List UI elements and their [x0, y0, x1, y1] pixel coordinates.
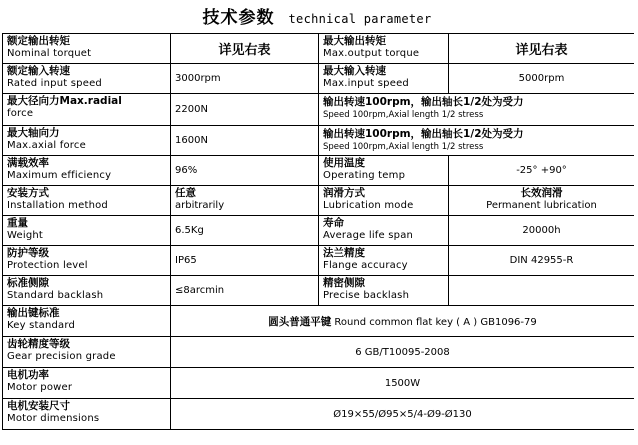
param-value: IP65 [171, 246, 319, 276]
param-note: 输出转速100rpm，输出轴长1/2处为受力 Speed 100rpm,Axial length 1/2 stress [319, 94, 635, 126]
param-label: 电机安装尺寸 Motor dimensions [3, 399, 171, 430]
table-row [3, 399, 635, 430]
title-en: technical parameter [288, 12, 432, 26]
param-label: 输出键标准 Key standard [3, 306, 171, 337]
param-value: 长效润滑 Permanent lubrication [449, 186, 635, 216]
param-value: 6.5Kg [171, 216, 319, 246]
param-value: 20000h [449, 216, 635, 246]
param-value: 5000rpm [449, 64, 635, 94]
table-row [3, 64, 635, 94]
table-row [3, 94, 635, 126]
param-value: 1600N [171, 126, 319, 156]
param-value: 任意 arbitrarily [171, 186, 319, 216]
param-value: ≤8arcmin [171, 276, 319, 306]
param-label: 最大输入转速 Max.input speed [319, 64, 449, 94]
param-label: 额定输入转速 Rated input speed [3, 64, 171, 94]
param-label: 满载效率 Maximum efficiency [3, 156, 171, 186]
title-zh: 技术参数 [202, 8, 275, 28]
table-row [3, 306, 635, 337]
param-value: DIN 42955-R [449, 246, 635, 276]
param-label: 使用温度 Operating temp [319, 156, 449, 186]
param-label: 电机功率 Motor power [3, 368, 171, 399]
param-label: 标准侧隙 Standard backlash [3, 276, 171, 306]
table-row [3, 34, 635, 64]
param-note: 输出转速100rpm，输出轴长1/2处为受力 Speed 100rpm,Axial length 1/2 stress [319, 126, 635, 156]
param-label: 重量 Weight [3, 216, 171, 246]
param-value: 详见右表 [449, 34, 635, 64]
table-row [3, 337, 635, 368]
param-label: 安装方式 Installation method [3, 186, 171, 216]
table-row [3, 126, 635, 156]
param-value [449, 276, 635, 306]
param-value-wide: 6 GB/T10095-2008 [171, 337, 635, 368]
param-value-wide: 1500W [171, 368, 635, 399]
param-label: 法兰精度 Flange accuracy [319, 246, 449, 276]
table-row [3, 186, 635, 216]
sheet-title [0, 4, 634, 32]
param-value: 详见右表 [171, 34, 319, 64]
param-label: 最大径向力Max.radial force [3, 94, 171, 126]
parameter-table [2, 33, 635, 430]
table-row [3, 246, 635, 276]
table-row [3, 216, 635, 246]
param-label: 额定输出转矩 Nominal torquet [3, 34, 171, 64]
param-label: 最大输出转矩 Max.output torque [319, 34, 449, 64]
param-label: 防护等级 Protection level [3, 246, 171, 276]
page-edge [634, 0, 638, 445]
param-value: 2200N [171, 94, 319, 126]
table-row [3, 368, 635, 399]
param-value: -25° +90° [449, 156, 635, 186]
param-value: 3000rpm [171, 64, 319, 94]
table-row [3, 276, 635, 306]
param-value-wide: 圆头普通平键 Round common flat key ( A ) GB1096-79 [171, 306, 635, 337]
param-value-wide: Ø19×55/Ø95×5/4-Ø9-Ø130 [171, 399, 635, 430]
param-label: 寿命 Average life span [319, 216, 449, 246]
param-value: 96% [171, 156, 319, 186]
param-label: 最大轴向力 Max.axial force [3, 126, 171, 156]
param-label: 润滑方式 Lubrication mode [319, 186, 449, 216]
param-label: 精密侧隙 Precise backlash [319, 276, 449, 306]
param-label: 齿轮精度等级 Gear precision grade [3, 337, 171, 368]
table-row [3, 156, 635, 186]
